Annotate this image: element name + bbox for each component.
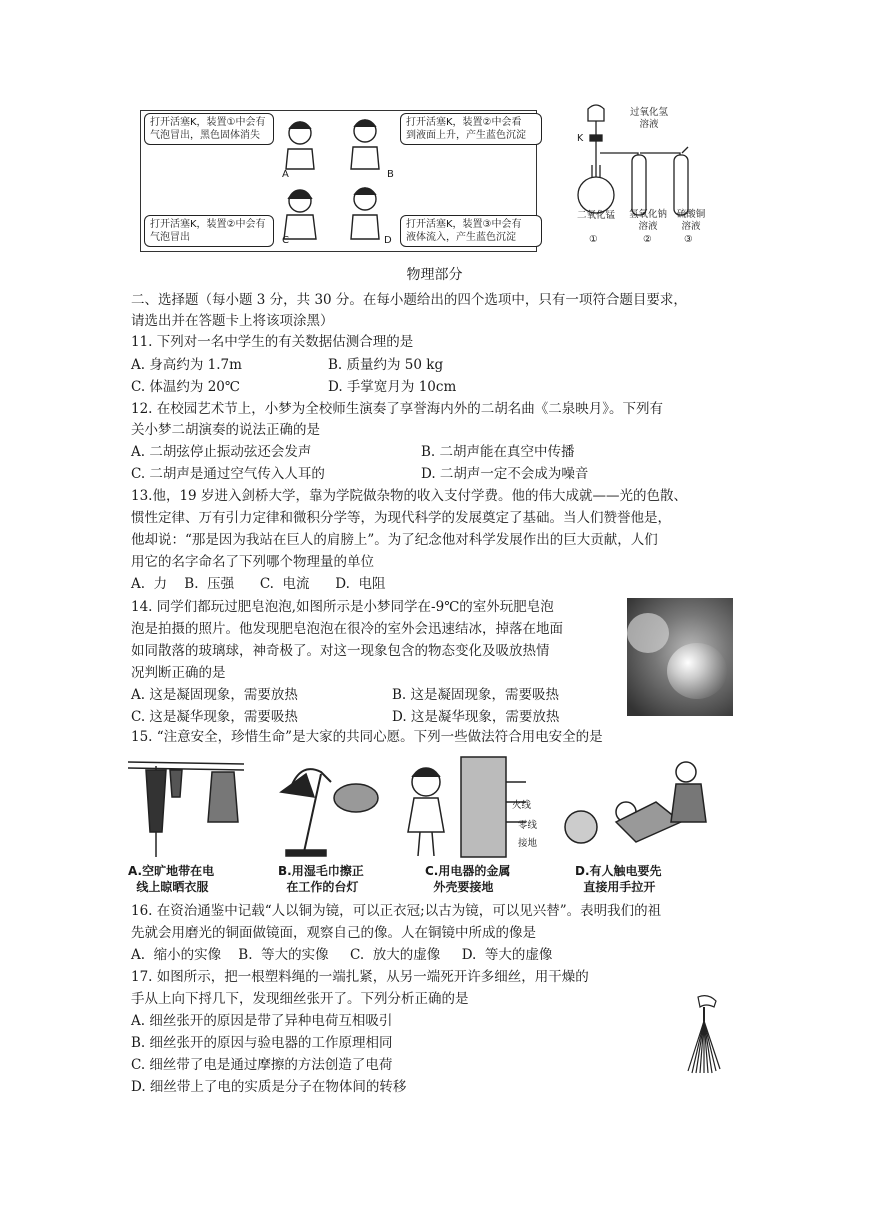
flask1-label: 二氧化锰 (576, 210, 615, 221)
q13-stem-1: 13.他，19 岁进入剑桥大学，靠为学院做杂物的收入支付学费。他的伟大成就——光的色散、 (131, 488, 687, 504)
plastic-strands-illustration (680, 993, 730, 1075)
bubble-holder (627, 613, 669, 653)
q15-illustrations (126, 752, 726, 862)
bubble-b: 打开活塞K，装置②中会看 到液面上升，产生蓝色沉淀 (400, 113, 542, 145)
q11-stem: 11. 下列对一名中学生的有关数据估测合理的是 (131, 334, 414, 350)
q14-option-d: D. 这是凝华现象，需要放热 (392, 709, 560, 725)
label-zero-wire: 零线 (518, 820, 538, 831)
q14-stem-1: 14. 同学们都玩过肥皂泡泡,如图所示是小梦同学在-9℃的室外玩肥皂泡 (131, 599, 554, 615)
q12-stem-2: 关小梦二胡演奏的说法正确的是 (131, 422, 320, 438)
valve-k-label: K (577, 133, 584, 144)
tag-d: D (384, 235, 392, 246)
label-fire-wire: 火线 (512, 800, 532, 811)
q12-option-b: B. 二胡声能在真空中传播 (421, 444, 575, 460)
chem-figure (130, 103, 740, 263)
q12-option-a: A. 二胡弦停止振动弦还会发声 (131, 444, 312, 460)
q14-option-c: C. 这是凝华现象，需要吸热 (131, 709, 298, 725)
q14-option-a: A. 这是凝固现象，需要放热 (131, 687, 298, 703)
q15-caption-b: B.用湿毛巾擦正 在工作的台灯 (278, 864, 364, 894)
q14-stem-3: 如同散落的玻璃球，神奇极了。对这一现象包含的物态变化及吸放热情 (131, 643, 550, 659)
q11-option-c: C. 体温约为 20℃ (131, 379, 241, 395)
q16-options: A. 缩小的实像 B. 等大的实像 C. 放大的虚像 D. 等大的虚像 (131, 947, 553, 963)
label-ground-wire: 接地 (518, 838, 538, 849)
reagent-top-label: 过氧化氢 溶液 (629, 107, 668, 130)
q17-option-b: B. 细丝张开的原因与验电器的工作原理相同 (131, 1035, 393, 1051)
frozen-bubble (667, 643, 727, 699)
q12-option-c: C. 二胡声是通过空气传入人耳的 (131, 466, 325, 482)
tag-b: B (387, 169, 394, 180)
q13-stem-2: 惯性定律、万有引力定律和微积分学等，为现代科学的发展奠定了基础。当人们赞誉他是， (131, 510, 671, 526)
q13-stem-4: 用它的名字命名了下列哪个物理量的单位 (131, 554, 374, 570)
q12-option-d: D. 二胡声一定不会成为噪音 (421, 466, 589, 482)
q17-stem-2: 手从上向下捋几下，发现细丝张开了。下列分析正确的是 (131, 991, 469, 1007)
bubble-a: 打开活塞K，装置①中会有 气泡冒出，黑色固体消失 (144, 113, 274, 145)
flask2-number: ② (643, 234, 652, 245)
q12-stem-1: 12. 在校园艺术节上，小梦为全校师生演奏了享誉海内外的二胡名曲《二泉映月》。下列有 (131, 401, 664, 417)
soap-bubble-photo (627, 598, 733, 716)
students-illustration (270, 111, 400, 251)
bubble-d: 打开活塞K，装置③中会有 液体流入，产生蓝色沉淀 (400, 215, 542, 247)
tag-c: C (282, 235, 289, 246)
q15-caption-a: A.空旷地带在电 线上晾晒衣服 (128, 864, 215, 894)
q17-option-c: C. 细丝带了电是通过摩擦的方法创造了电荷 (131, 1057, 393, 1073)
flask2-label: 氢氧化钠 溶液 (628, 209, 667, 232)
tag-a: A (282, 169, 289, 180)
q16-stem-1: 16. 在资治通鉴中记载“人以铜为镜，可以正衣冠;以古为镜，可以见兴替”。表明我们的祖 (131, 903, 662, 919)
flask1-number: ① (589, 234, 598, 245)
bubble-c: 打开活塞K，装置②中会有 气泡冒出 (144, 215, 274, 247)
q11-option-d: D. 手掌宽月为 10cm (328, 379, 457, 395)
flask3-number: ③ (684, 234, 693, 245)
q11-option-a: A. 身高约为 1.7m (131, 357, 242, 373)
section-title: 物理部分 (406, 267, 463, 283)
q17-stem-1: 17. 如图所示，把一根塑料绳的一端扎紧，从另一端死开许多细丝，用干燥的 (131, 969, 589, 985)
q11-option-b: B. 质量约为 50 kg (328, 357, 444, 373)
q17-option-a: A. 细丝张开的原因是带了异种电荷互相吸引 (131, 1013, 393, 1029)
q17-option-d: D. 细丝带上了电的实质是分子在物体间的转移 (131, 1079, 407, 1095)
q13-stem-3: 他却说：“那是因为我站在巨人的肩膀上”。为了纪念他对科学发展作出的巨大贡献，人们 (131, 532, 658, 548)
q14-option-b: B. 这是凝固现象，需要吸热 (392, 687, 560, 703)
section-intro-2: 请选出并在答题卡上将该项涂黑） (131, 313, 334, 329)
q15-caption-c: C.用电器的金属 外壳要接地 (425, 864, 511, 894)
q15-caption-d: D.有人触电要先 直接用手拉开 (575, 864, 662, 894)
q16-stem-2: 先就会用磨光的铜面做镜面，观察自己的像。人在铜镜中所成的像是 (131, 925, 536, 941)
q14-stem-4: 况判断正确的是 (131, 665, 226, 681)
section-intro-1: 二、选择题（每小题 3 分，共 30 分。在每小题给出的四个选项中，只有一项符合题目要求， (131, 292, 687, 308)
flask3-label: 硫酸铜 溶液 (676, 209, 706, 232)
q13-options: A. 力 B. 压强 C. 电流 D. 电阻 (131, 576, 386, 592)
q14-stem-2: 泡是拍摄的照片。他发现肥皂泡泡在很冷的室外会迅速结冰，掉落在地面 (131, 621, 563, 637)
q15-stem: 15. “注意安全，珍惜生命”是大家的共同心愿。下列一些做法符合用电安全的是 (131, 729, 603, 745)
